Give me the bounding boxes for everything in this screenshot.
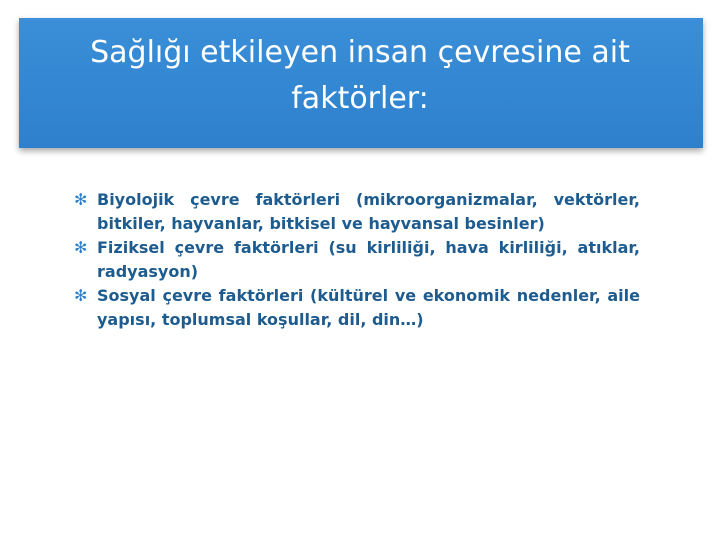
asterisk-bullet-icon: ✻ [74, 286, 88, 305]
bullet-text: Fiziksel çevre faktörleri (su kirliliği, hava kirliliği, atıklar, radyasyon) [97, 238, 640, 281]
bullet-item-physical [72, 236, 640, 284]
bullet-item-biological [72, 188, 640, 236]
asterisk-bullet-icon: ✻ [74, 238, 88, 257]
bullet-list [72, 188, 640, 332]
bullet-item-social [72, 284, 640, 332]
slide-title: Sağlığı etkileyen insan çevresine ait faktörler: [90, 35, 630, 116]
bullet-text: Sosyal çevre faktörleri (kültürel ve ekonomik nedenler, aile yapısı, toplumsal koşullar, dil, din…) [97, 286, 640, 329]
asterisk-bullet-icon: ✻ [74, 190, 88, 209]
bullet-text: Biyolojik çevre faktörleri (mikroorganizmalar, vektörler, bitkiler, hayvanlar, bitkisel ve hayvansal besinler) [97, 190, 640, 233]
